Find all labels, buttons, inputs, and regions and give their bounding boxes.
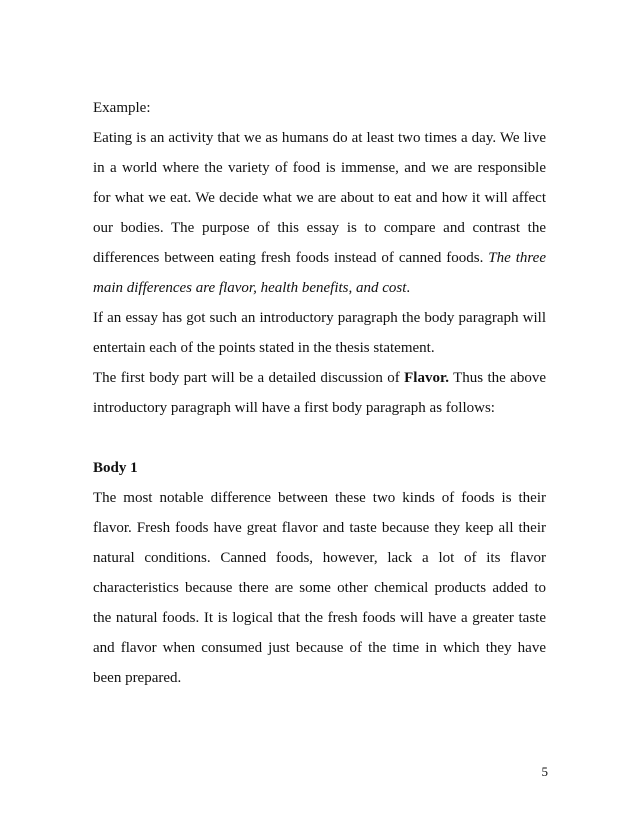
first-body-intro-before: The first body part will be a detailed discussion of — [93, 370, 405, 386]
first-body-intro-paragraph — [93, 363, 546, 423]
intro-text: Eating is an activity that we as humans do at least two times a day. We live in a world where the variety of food is immense, and we are responsible for what we eat. We decide what we are about to eat and how it will affect our bodies. The purpose of this essay is to compare and contrast the differences between eating fresh foods instead of canned foods. — [93, 130, 546, 266]
body1-paragraph: The most notable difference between these two kinds of foods is their flavor. Fresh foods have great flavor and taste because they keep all their natural conditions. Canned foods, however, lack a lot of its flavor characteristics because there are some other chemical products added to the natural foods. It is logical that the fresh foods will have a greater taste and flavor when consumed just because of the time in which they have been prepared. — [93, 490, 546, 686]
blank-line — [93, 423, 546, 453]
body1-heading: Body 1 — [93, 460, 138, 476]
document-body — [93, 93, 546, 693]
intro-paragraph — [93, 123, 546, 303]
explanation-paragraph: If an essay has got such an introductory paragraph the body paragraph will entertain each of the points stated in the thesis statement. — [93, 310, 546, 356]
example-label: Example: — [93, 100, 151, 116]
thesis-end: . — [406, 280, 411, 296]
thesis-statement: The three main differences are flavor, health benefits, and cost — [93, 250, 546, 296]
first-body-intro-after: Thus the above introductory paragraph will have a first body paragraph as follows: — [93, 370, 546, 416]
page-number: 5 — [541, 764, 548, 779]
flavor-highlight: Flavor. — [404, 370, 450, 386]
